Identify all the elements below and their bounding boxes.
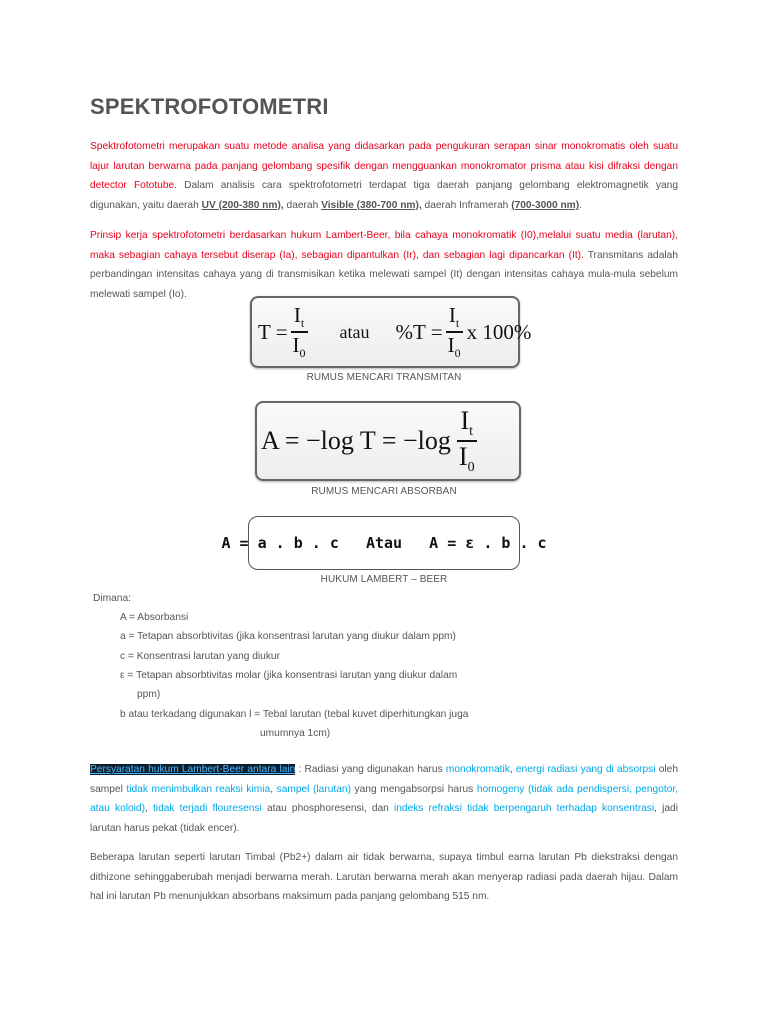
dimana-item: A = Absorbansi [120,612,189,623]
visible-range: Visible (380-700 nm), [321,199,422,211]
dimana-item: b atau terkadang digunakan l = Tebal larutan (tebal kuvet diperhitungkan juga [120,709,469,720]
absorban-formula [255,401,521,481]
intro-end: . [579,199,582,211]
lambert-beer-caption: HUKUM LAMBERT – BEER [320,574,448,585]
transmitan-formula [250,296,532,368]
persyaratan-text: , [270,783,277,795]
formula1-fraction: $\frac{I_t}{I_0}$ [292,302,306,361]
formula3-expr: A = a . b . c Atau A = ε . b . c [221,534,547,552]
lambert-beer-formula [221,516,547,570]
persyaratan-highlight: indeks refraksi tidak berpengaruh terhadap konsentrasi [393,803,655,815]
dimana-item: c = Konsentrasi larutan yang diukur [120,651,280,662]
persyaratan-text: , [144,803,153,815]
intro-definition: Spektrofotometri merupakan suatu metode analisa yang didasarkan pada pengukuran serapan sinar monokromatis oleh suatu lajur larutan berwarna pada panjang gelombang spesifik dengan mengguankan monokromator prisma atau kisi difraksi dengan detector Fototube. [90,141,678,192]
persyaratan-text: oleh sampel [90,764,678,795]
uv-range: UV (200-380 nm), [201,199,284,211]
persyaratan-highlight: energi radiasi yang di absorpsi [515,764,656,775]
formula2-fraction: $\frac{I_t}{I_0}$ [458,405,475,476]
formula1-atau: atau [339,321,370,342]
dimana-item: umumnya 1cm) [260,728,331,739]
persyaratan-text: yang mengabsorpsi harus [350,783,477,795]
persyaratan-text: , [509,764,516,775]
intro-text-1: Dalam analisis cara spektrofotometri terdapat tiga daerah panjang gelombang elektromagnetik yang digunakan, yaitu daerah [90,180,679,211]
dimana-item: ppm) [137,689,161,700]
persyaratan-highlight: monokromatik [445,764,510,775]
persyaratan-highlight: tidak menimbulkan reaksi kimia [126,783,271,795]
persyaratan-highlight: tidak terjadi flouresensi [152,803,262,815]
intro-paragraph [90,137,678,215]
formula1-lhs2: %T = [395,319,443,344]
persyaratan-text: : Radiasi yang digunakan harus [295,764,446,775]
persyaratan-link[interactable]: Persyaratan hukum Lambert-Beer antara lain [90,764,296,775]
prinsip-text: Transmitans adalah perbandingan intensitas cahaya yang di transmisikan ketika melewati sampel (It) dengan intensitas cahaya mula-mula sebelum melewati sampel (Io). [90,249,678,300]
persyaratan-text: atau phosphoresensi, dan [261,803,394,815]
formula2-expr: A = −log T = −log [261,426,451,455]
formula1-fraction2: $\frac{I_t}{I_0}$ [447,302,461,361]
page-title: SPEKTROFOTOMETRI [90,94,329,119]
transmitan-caption: RUMUS MENCARI TRANSMITAN [306,372,462,383]
absorban-caption: RUMUS MENCARI ABSORBAN [311,486,457,497]
formula1-tail: x 100% [466,319,532,344]
intro-text-2: daerah [283,199,322,211]
prinsip-red: Prinsip kerja spektrofotometri berdasarkan hukum Lambert-Beer, bila cahaya monokromatik (I0),melalui suatu media (larutan), maka sebagian cahaya tersebut diserap (Ia), sebagian dipantulkan (Ir), dan sebagian lagi dipancarkan (It). [90,230,678,261]
formula1-lhs: T = [258,319,288,344]
dimana-item: a = Tetapan absorbtivitas (jika konsentrasi larutan yang diukur dalam ppm) [120,631,456,642]
ir-range: (700-3000 nm) [511,199,580,211]
dimana-item: ε = Tetapan absorbtivitas molar (jika konsentrasi larutan yang diukur dalam [120,670,458,681]
persyaratan-paragraph [90,760,678,838]
intro-text-3: daerah Inframerah [421,199,512,211]
persyaratan-highlight: homogeny (tidak ada pendispersi, pengotor, atau koloid) [90,783,679,815]
persyaratan-text: , jadi larutan harus pekat (tidak encer). [90,803,678,834]
prinsip-paragraph [90,226,678,304]
dimana-label: Dimana: [93,593,131,604]
pb-paragraph: Beberapa larutan seperti larutan Timbal (Pb2+) dalam air tidak berwarna, supaya timbul earna larutan Pb diekstraksi dengan dithizone sehinggaberubah menjadi berwarna merah. Larutan berwarna merah akan menyerap radiasi pada daerah hijau. Dalam hal ini larutan Pb menunjukkan absorbans maksimum pada panjang gelombang 515 nm. [90,852,678,903]
persyaratan-highlight: sampel (larutan) [276,783,351,795]
